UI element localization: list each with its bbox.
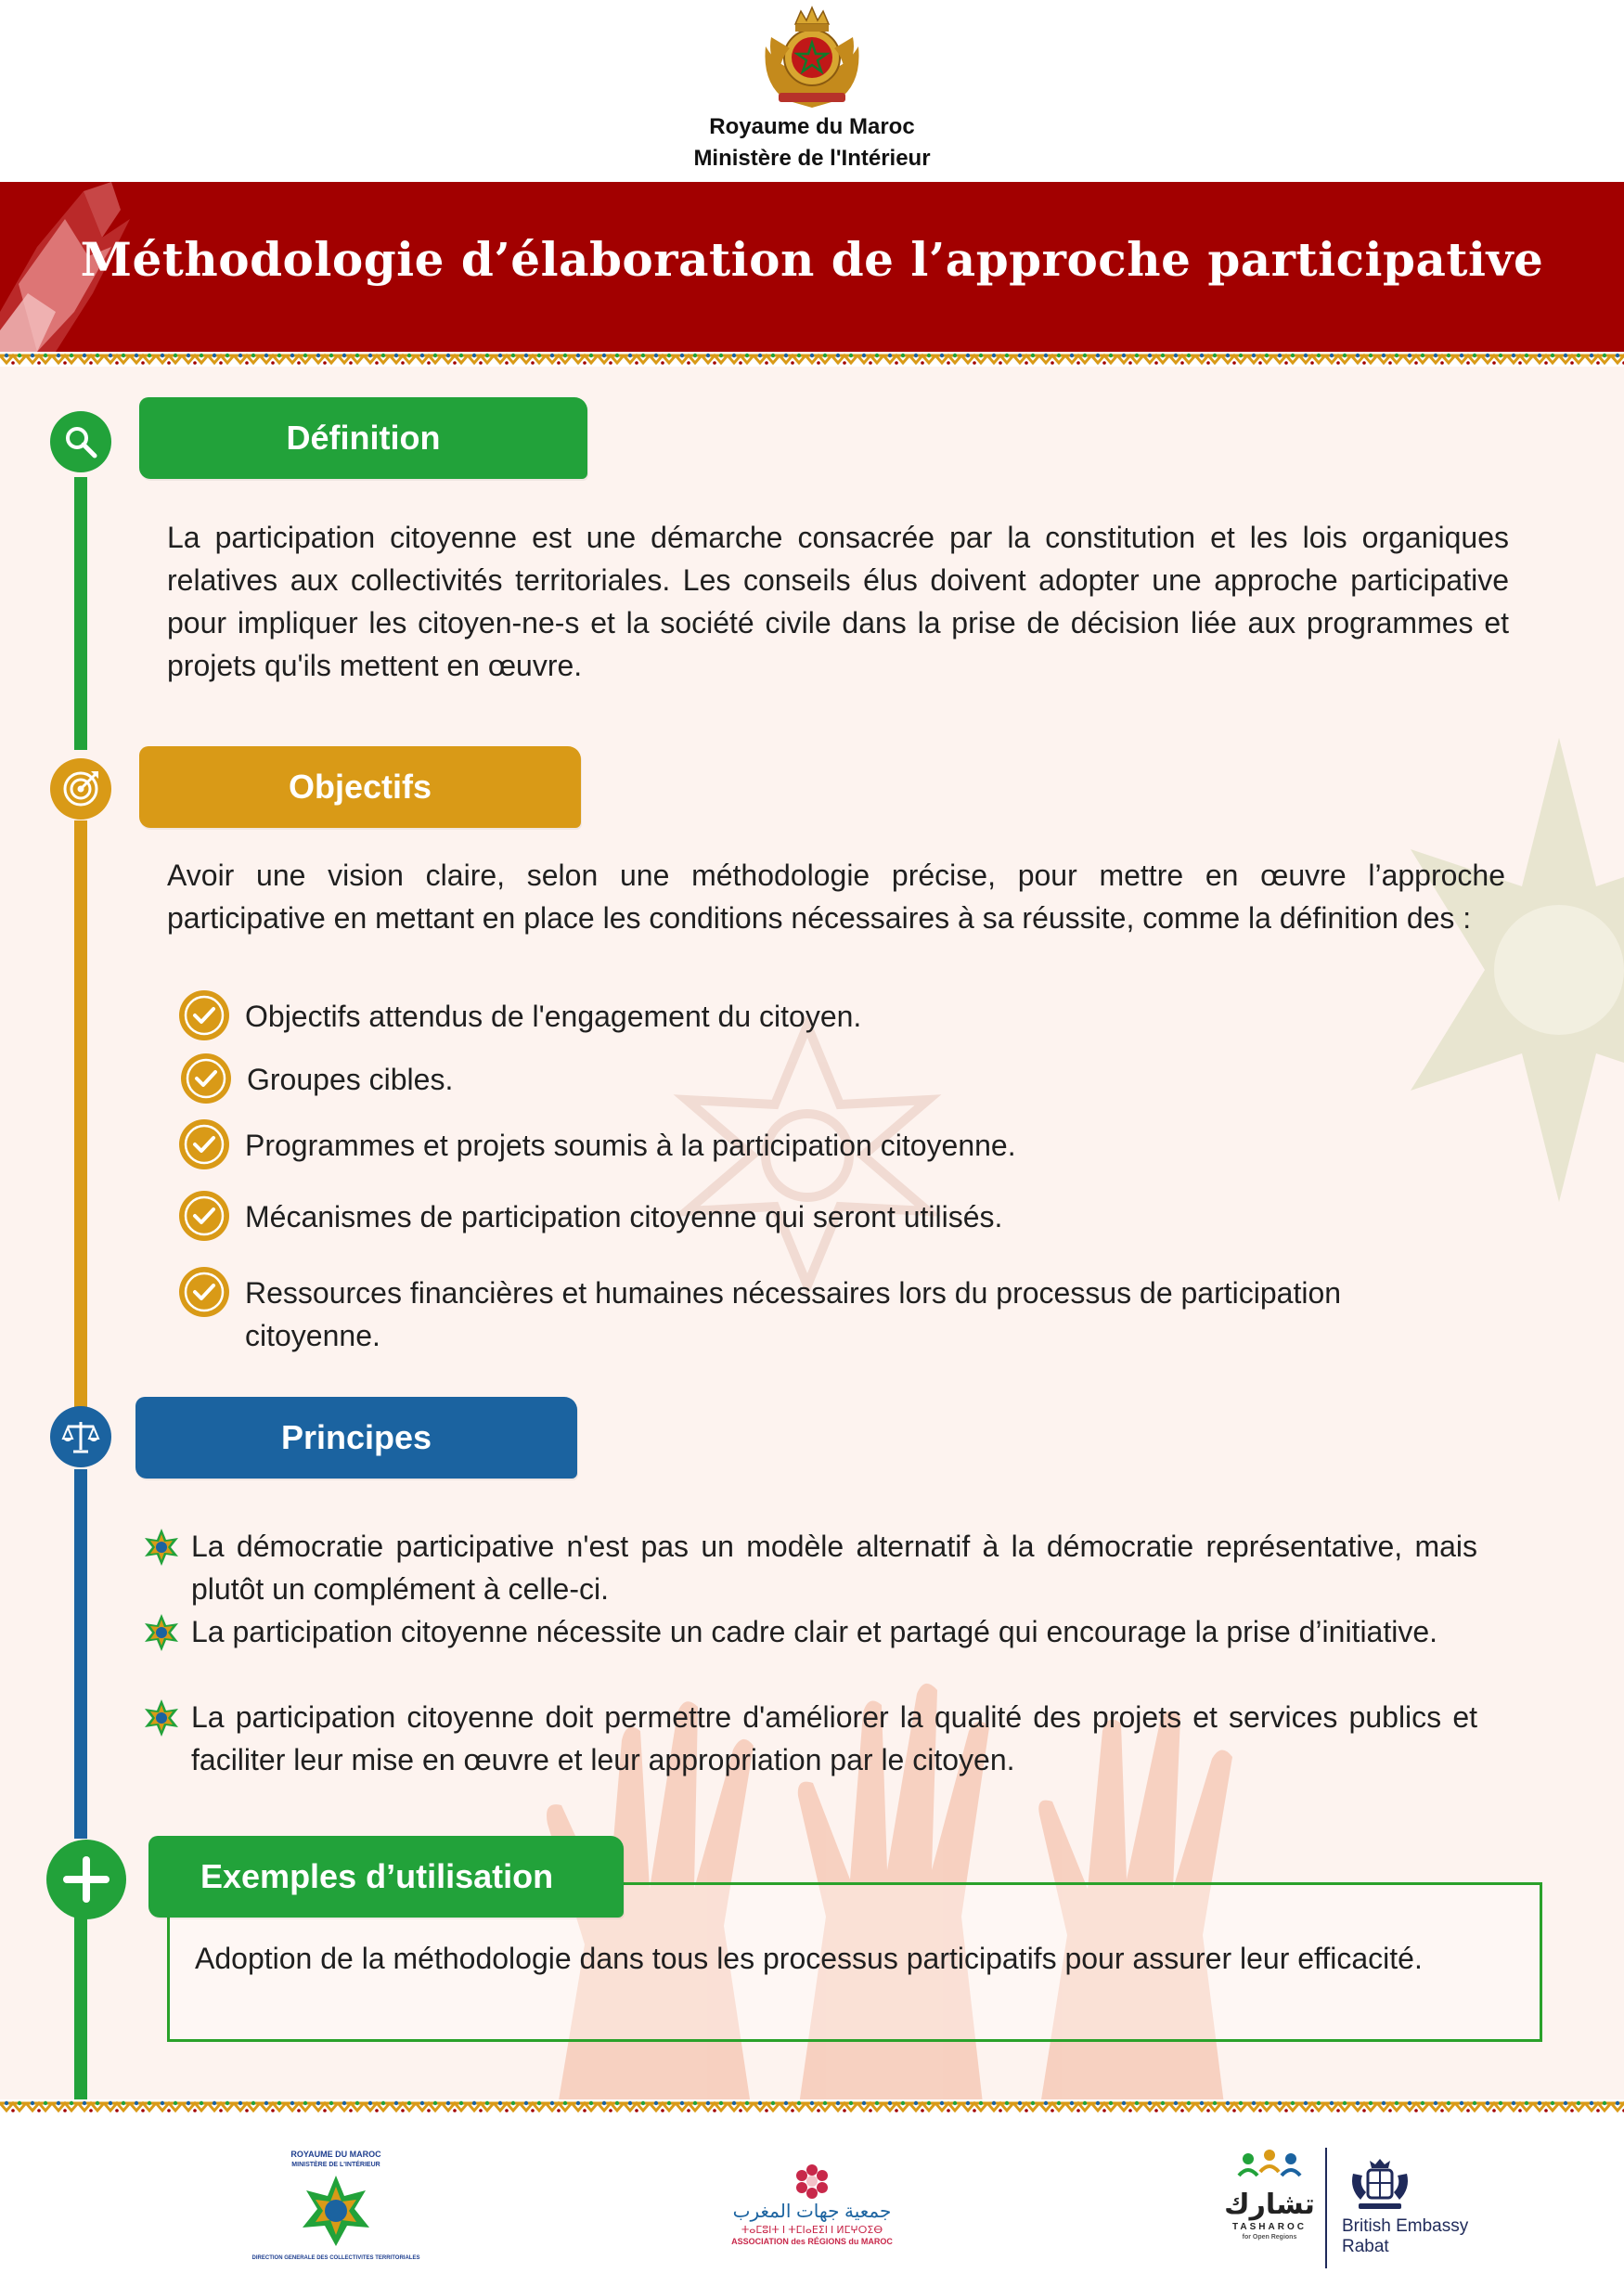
scales-icon: [60, 1416, 101, 1457]
objective-item: [176, 1272, 1476, 1357]
check-badge-icon: [176, 1188, 232, 1244]
header-text: [0, 111, 1624, 174]
objective-item-text: Groupes cibles.: [247, 1063, 454, 1096]
search-icon: [62, 423, 99, 460]
embassy-name-line1: British Embassy: [1342, 2216, 1469, 2236]
principle-item: [141, 1696, 1477, 1781]
star-bullet-icon: [141, 1698, 182, 1738]
principle-item-text: La participation citoyenne nécessite un cadre clair et partagé qui encourage la prise d’initiative.: [191, 1615, 1438, 1648]
definition-heading: [139, 397, 587, 479]
tasharoc-logo: [1223, 2148, 1316, 2278]
embassy-name-line2: Rabat: [1342, 2237, 1389, 2256]
kingdom-name: Royaume du Maroc: [709, 114, 915, 139]
principes-heading: [135, 1397, 577, 1479]
timeline-segment-principes: [74, 1469, 87, 1839]
ministry-name: Ministère de l'Intérieur: [693, 146, 931, 171]
decorative-border-bottom: [0, 2099, 1624, 2114]
objectifs-heading: [139, 746, 581, 828]
people-icon: [1228, 2148, 1311, 2189]
british-embassy-logo: [1342, 2155, 1490, 2267]
regions-tifinagh-name: ⵜⴰⵎⵓⵏⵜ ⵏ ⵜⵎⵏⴰⴹⵉⵏ ⵏ ⵍⵎⵖⵔⵉⴱ: [741, 2225, 883, 2236]
tasharoc-latin-name: TASHAROC: [1232, 2222, 1307, 2232]
star-bullet-icon: [141, 1527, 182, 1568]
objective-item: [178, 1058, 1477, 1106]
timeline-segment-objectifs: [74, 820, 87, 1436]
principle-item: [141, 1525, 1477, 1610]
ministry-logo-caption: DIRECTION GENERALE DES COLLECTIVITES TERRITORIALES: [251, 2255, 420, 2261]
exemples-heading: [148, 1836, 624, 1918]
tasharoc-caption: for Open Regions: [1242, 2234, 1297, 2241]
target-icon: [60, 768, 101, 809]
timeline-segment-definition: [74, 477, 87, 750]
objective-item-text: Ressources financières et humaines nécessaires lors du processus de participation citoyenne.: [245, 1276, 1342, 1352]
objective-item-text: Objectifs attendus de l'engagement du citoyen.: [245, 1000, 862, 1033]
objectifs-intro: Avoir une vision claire, selon une méthodologie précise, pour mettre en œuvre l’approche participative en mettant en place les conditions nécessaires à sa réussite, comme la définition des :: [167, 859, 1505, 935]
ministry-logo-line2: MINISTÈRE DE L'INTÉRIEUR: [291, 2162, 380, 2168]
timeline-segment-exemples: [74, 1908, 87, 2103]
definition-text: La participation citoyenne est une démarche consacrée par la constitution et les lois organiques relatives aux collectivités territoriales. Les conseils élus doivent adopter une approche participative pour impliquer les citoyen-ne-s et la société civile dans la prise de décision liée aux programmes et projets qu'ils mettent en œuvre.: [167, 521, 1509, 682]
objective-item: [176, 1124, 1476, 1172]
objective-item: [176, 1195, 1476, 1244]
ministry-logo: [243, 2150, 429, 2270]
definition-title: Définition: [286, 419, 441, 457]
flower-icon: [793, 2163, 831, 2200]
definition-section-icon: [50, 411, 111, 472]
principle-item-text: La démocratie participative n'est pas un modèle alternatif à la démocratie représentative, mais plutôt un complément à celle-ci.: [191, 1530, 1477, 1606]
exemples-title: Exemples d’utilisation: [200, 1857, 554, 1895]
objectifs-title: Objectifs: [288, 768, 432, 806]
check-badge-icon: [178, 1051, 234, 1106]
check-badge-icon: [176, 988, 232, 1043]
logo-divider: [1325, 2148, 1327, 2268]
page-title: Méthodologie d’élaboration de l’approche participative: [80, 232, 1544, 287]
check-badge-icon: [176, 1264, 232, 1320]
principes-section-icon: [50, 1406, 111, 1467]
regions-arabic-name: جمعية جهات المغرب: [732, 2202, 892, 2222]
principle-item-text: La participation citoyenne doit permettre d'améliorer la qualité des projets et services publics et faciliter leur mise en œuvre et leur appropriation par le citoyen.: [191, 1700, 1477, 1776]
check-badge-icon: [176, 1117, 232, 1172]
objectifs-section-icon: [50, 758, 111, 820]
objective-item-text: Mécanismes de participation citoyenne qui seront utilisés.: [245, 1200, 1003, 1233]
ministry-star-icon: [299, 2174, 373, 2248]
plus-icon: [61, 1854, 111, 1905]
regions-association-logo: [705, 2163, 919, 2265]
tasharoc-arabic-name: تشارك: [1224, 2189, 1315, 2220]
decorative-border-top: [0, 352, 1624, 367]
objective-item: [176, 995, 1476, 1043]
exemples-section-icon: [46, 1840, 126, 1919]
principle-item: [141, 1610, 1477, 1653]
royal-arms-icon: [1347, 2155, 1412, 2215]
footer: [0, 2114, 1624, 2286]
title-banner: [0, 182, 1624, 352]
star-bullet-icon: [141, 1612, 182, 1653]
regions-caption: ASSOCIATION des RÉGIONS du MAROC: [731, 2237, 893, 2246]
ministry-logo-line1: ROYAUME DU MAROC: [290, 2150, 381, 2159]
royal-emblem-icon: [758, 0, 866, 110]
objective-item-text: Programmes et projets soumis à la participation citoyenne.: [245, 1129, 1016, 1162]
principes-title: Principes: [280, 1418, 432, 1456]
exemples-text: Adoption de la méthodologie dans tous les processus participatifs pour assurer leur efficacité.: [195, 1942, 1423, 1975]
header: [0, 0, 1624, 182]
